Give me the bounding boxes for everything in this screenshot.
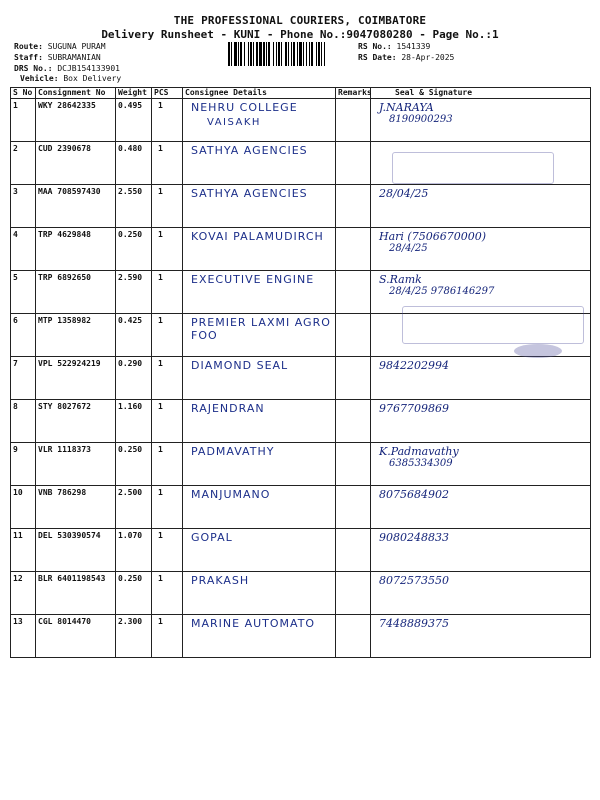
staff-line: Staff: SUBRAMANIAN xyxy=(14,53,101,62)
vehicle-value: Box Delivery xyxy=(63,74,122,83)
barcode-bar xyxy=(228,42,230,66)
barcode-bar xyxy=(266,42,267,66)
stamp-impression xyxy=(514,344,562,358)
signature-note: 8190900293 xyxy=(389,114,453,125)
row-consignee xyxy=(183,572,336,615)
barcode-bar xyxy=(288,42,289,66)
table-row xyxy=(11,443,591,486)
row-consignment-no: CUD 2390678 xyxy=(36,142,116,185)
barcode-bar xyxy=(268,42,270,66)
col-header-sno: S No xyxy=(11,88,36,99)
barcode-bar xyxy=(311,42,313,66)
row-consignee xyxy=(183,615,336,658)
row-consignment-no: MTP 1358982 xyxy=(36,314,116,357)
barcode xyxy=(228,42,350,66)
row-remarks xyxy=(336,529,371,572)
row-weight: 2.550 xyxy=(116,185,152,228)
barcode-bar xyxy=(256,42,258,66)
col-header-remarks: Remarks xyxy=(336,88,371,99)
row-consignee xyxy=(183,314,336,357)
barcode-bar xyxy=(234,42,237,66)
signature-text: 8072573550 xyxy=(379,574,449,587)
signature-text: J.NARAYA xyxy=(379,101,434,114)
barcode-bar xyxy=(316,42,317,66)
signature-text: 8075684902 xyxy=(379,488,449,501)
row-sno: 8 xyxy=(11,400,36,443)
signature-text: 9080248833 xyxy=(379,531,449,544)
table-row xyxy=(11,529,591,572)
row-weight: 0.250 xyxy=(116,572,152,615)
row-consignment-no: WKY 28642335 xyxy=(36,99,116,142)
signature-text: 28/04/25 xyxy=(379,187,429,200)
barcode-bar xyxy=(293,42,295,66)
row-consignment-no: STY 8027672 xyxy=(36,400,116,443)
row-consignment-no: VNB 786298 xyxy=(36,486,116,529)
consignee-name: SATHYA AGENCIES xyxy=(191,187,308,200)
row-remarks xyxy=(336,314,371,357)
consignee-name: GOPAL xyxy=(191,531,233,544)
row-consignee xyxy=(183,142,336,185)
signature-text: S.Ramk xyxy=(379,273,422,286)
barcode-bar xyxy=(238,42,239,66)
consignee-name: PREMIER LAXMI AGRO FOO xyxy=(191,316,331,342)
row-consignee xyxy=(183,271,336,314)
row-pcs: 1 xyxy=(152,228,183,271)
barcode-bar xyxy=(240,42,242,66)
row-consignee xyxy=(183,228,336,271)
row-pcs: 1 xyxy=(152,529,183,572)
rs-no-line: RS No.: 1541339 xyxy=(358,42,431,51)
col-header-weight: Weight xyxy=(116,88,152,99)
row-sno: 12 xyxy=(11,572,36,615)
barcode-bar xyxy=(318,42,320,66)
consignee-name: EXECUTIVE ENGINE xyxy=(191,273,315,286)
table-header-row xyxy=(11,88,591,99)
col-header-seal: Seal & Signature xyxy=(371,88,591,99)
drs-line: DRS No.: DCJB154133901 xyxy=(14,64,120,73)
row-sno: 11 xyxy=(11,529,36,572)
row-sno: 2 xyxy=(11,142,36,185)
consignee-name: PRAKASH xyxy=(191,574,250,587)
row-sno: 13 xyxy=(11,615,36,658)
consignee-name: RAJENDRAN xyxy=(191,402,265,415)
barcode-bar xyxy=(231,42,232,66)
row-seal-signature xyxy=(371,572,591,615)
row-remarks xyxy=(336,99,371,142)
barcode-bar xyxy=(299,42,302,66)
vehicle-line: Vehicle: Box Delivery xyxy=(20,74,122,83)
barcode-bar xyxy=(276,42,277,66)
table-row xyxy=(11,572,591,615)
row-remarks xyxy=(336,486,371,529)
row-sno: 9 xyxy=(11,443,36,486)
table-row xyxy=(11,400,591,443)
consignee-contact: VAISAKH xyxy=(207,117,261,128)
row-consignee xyxy=(183,400,336,443)
row-seal-signature xyxy=(371,400,591,443)
table-row xyxy=(11,615,591,658)
row-pcs: 1 xyxy=(152,142,183,185)
barcode-bar xyxy=(309,42,310,66)
row-pcs: 1 xyxy=(152,443,183,486)
table-row xyxy=(11,228,591,271)
barcode-bar xyxy=(306,42,307,66)
barcode-bar xyxy=(273,42,274,66)
row-seal-signature xyxy=(371,443,591,486)
barcode-bar xyxy=(259,42,262,66)
row-sno: 1 xyxy=(11,99,36,142)
row-remarks xyxy=(336,228,371,271)
consignee-name: MANJUMANO xyxy=(191,488,271,501)
row-remarks xyxy=(336,615,371,658)
row-consignee xyxy=(183,443,336,486)
barcode-bar xyxy=(281,42,282,66)
table-row xyxy=(11,486,591,529)
row-remarks xyxy=(336,357,371,400)
signature-text: 7448889375 xyxy=(379,617,449,630)
consignee-name: NEHRU COLLEGE xyxy=(191,101,298,114)
row-pcs: 1 xyxy=(152,99,183,142)
row-remarks xyxy=(336,142,371,185)
staff-value: SUBRAMANIAN xyxy=(47,53,101,62)
barcode-bar xyxy=(244,42,245,66)
barcode-bar xyxy=(285,42,287,66)
row-sno: 10 xyxy=(11,486,36,529)
row-weight: 0.480 xyxy=(116,142,152,185)
barcode-bar xyxy=(253,42,254,66)
row-consignment-no: VPL 522924219 xyxy=(36,357,116,400)
rs-date-value: 28-Apr-2025 xyxy=(401,53,455,62)
row-remarks xyxy=(336,400,371,443)
signature-note: 28/4/25 xyxy=(389,243,428,254)
rs-date-line: RS Date: 28-Apr-2025 xyxy=(358,53,455,62)
row-remarks xyxy=(336,443,371,486)
row-seal-signature xyxy=(371,357,591,400)
signature-note: 6385334309 xyxy=(389,458,453,469)
row-remarks xyxy=(336,185,371,228)
sheet-subtitle: Delivery Runsheet - KUNI - Phone No.:9047080280 - Page No.:1 xyxy=(101,28,499,41)
table-row xyxy=(11,357,591,400)
row-consignment-no: DEL 530390574 xyxy=(36,529,116,572)
row-sno: 6 xyxy=(11,314,36,357)
row-seal-signature xyxy=(371,228,591,271)
row-seal-signature xyxy=(371,529,591,572)
row-consignee xyxy=(183,529,336,572)
row-consignment-no: TRP 4629848 xyxy=(36,228,116,271)
row-sno: 3 xyxy=(11,185,36,228)
signature-text: K.Padmavathy xyxy=(379,445,459,458)
barcode-bar xyxy=(248,42,249,66)
signature-text: Hari (7506670000) xyxy=(379,230,486,243)
row-remarks xyxy=(336,572,371,615)
signature-text: 9767709869 xyxy=(379,402,449,415)
row-consignment-no: CGL 8014470 xyxy=(36,615,116,658)
route-line: Route: SUGUNA PURAM xyxy=(14,42,106,51)
barcode-bar xyxy=(324,42,325,66)
row-consignee xyxy=(183,357,336,400)
row-pcs: 1 xyxy=(152,185,183,228)
row-weight: 0.290 xyxy=(116,357,152,400)
row-consignment-no: TRP 6892650 xyxy=(36,271,116,314)
barcode-bar xyxy=(291,42,292,66)
consignee-name: KOVAI PALAMUDIRCH xyxy=(191,230,324,243)
col-header-pcs: PCS xyxy=(152,88,183,99)
row-pcs: 1 xyxy=(152,357,183,400)
row-weight: 1.070 xyxy=(116,529,152,572)
consignee-name: DIAMOND SEAL xyxy=(191,359,289,372)
signature-text: 9842202994 xyxy=(379,359,449,372)
row-weight: 0.425 xyxy=(116,314,152,357)
row-weight: 2.500 xyxy=(116,486,152,529)
row-sno: 4 xyxy=(11,228,36,271)
consignee-name: SATHYA AGENCIES xyxy=(191,144,308,157)
row-pcs: 1 xyxy=(152,615,183,658)
row-weight: 1.160 xyxy=(116,400,152,443)
route-value: SUGUNA PURAM xyxy=(47,42,106,51)
row-seal-signature xyxy=(371,615,591,658)
row-weight: 2.300 xyxy=(116,615,152,658)
barcode-bar xyxy=(303,42,304,66)
stamp-impression xyxy=(402,306,584,344)
stamp-impression xyxy=(392,152,554,184)
drs-value: DCJB154133901 xyxy=(57,64,120,73)
row-pcs: 1 xyxy=(152,486,183,529)
row-weight: 0.250 xyxy=(116,443,152,486)
row-consignment-no: VLR 1118373 xyxy=(36,443,116,486)
row-consignment-no: MAA 708597430 xyxy=(36,185,116,228)
row-weight: 0.495 xyxy=(116,99,152,142)
row-pcs: 1 xyxy=(152,572,183,615)
consignee-name: PADMAVATHY xyxy=(191,445,275,458)
table-row xyxy=(11,99,591,142)
row-pcs: 1 xyxy=(152,314,183,357)
barcode-bar xyxy=(263,42,265,66)
row-weight: 2.590 xyxy=(116,271,152,314)
signature-note: 28/4/25 9786146297 xyxy=(389,286,495,297)
row-remarks xyxy=(336,271,371,314)
barcode-bar xyxy=(250,42,252,66)
row-consignment-no: BLR 6401198543 xyxy=(36,572,116,615)
row-consignee xyxy=(183,99,336,142)
barcode-bar xyxy=(297,42,298,66)
col-header-consignment: Consignment No xyxy=(36,88,116,99)
row-seal-signature xyxy=(371,486,591,529)
row-sno: 5 xyxy=(11,271,36,314)
col-header-consignee: Consignee Details xyxy=(183,88,336,99)
row-weight: 0.250 xyxy=(116,228,152,271)
barcode-bar xyxy=(278,42,280,66)
row-seal-signature xyxy=(371,185,591,228)
rs-no-value: 1541339 xyxy=(396,42,431,51)
row-sno: 7 xyxy=(11,357,36,400)
row-pcs: 1 xyxy=(152,271,183,314)
row-pcs: 1 xyxy=(152,400,183,443)
consignee-name: MARINE AUTOMATO xyxy=(191,617,316,630)
sheet-title: THE PROFESSIONAL COURIERS, COIMBATORE xyxy=(173,14,427,27)
table-row xyxy=(11,185,591,228)
barcode-bar xyxy=(321,42,322,66)
row-consignee xyxy=(183,185,336,228)
row-consignee xyxy=(183,486,336,529)
row-seal-signature xyxy=(371,99,591,142)
